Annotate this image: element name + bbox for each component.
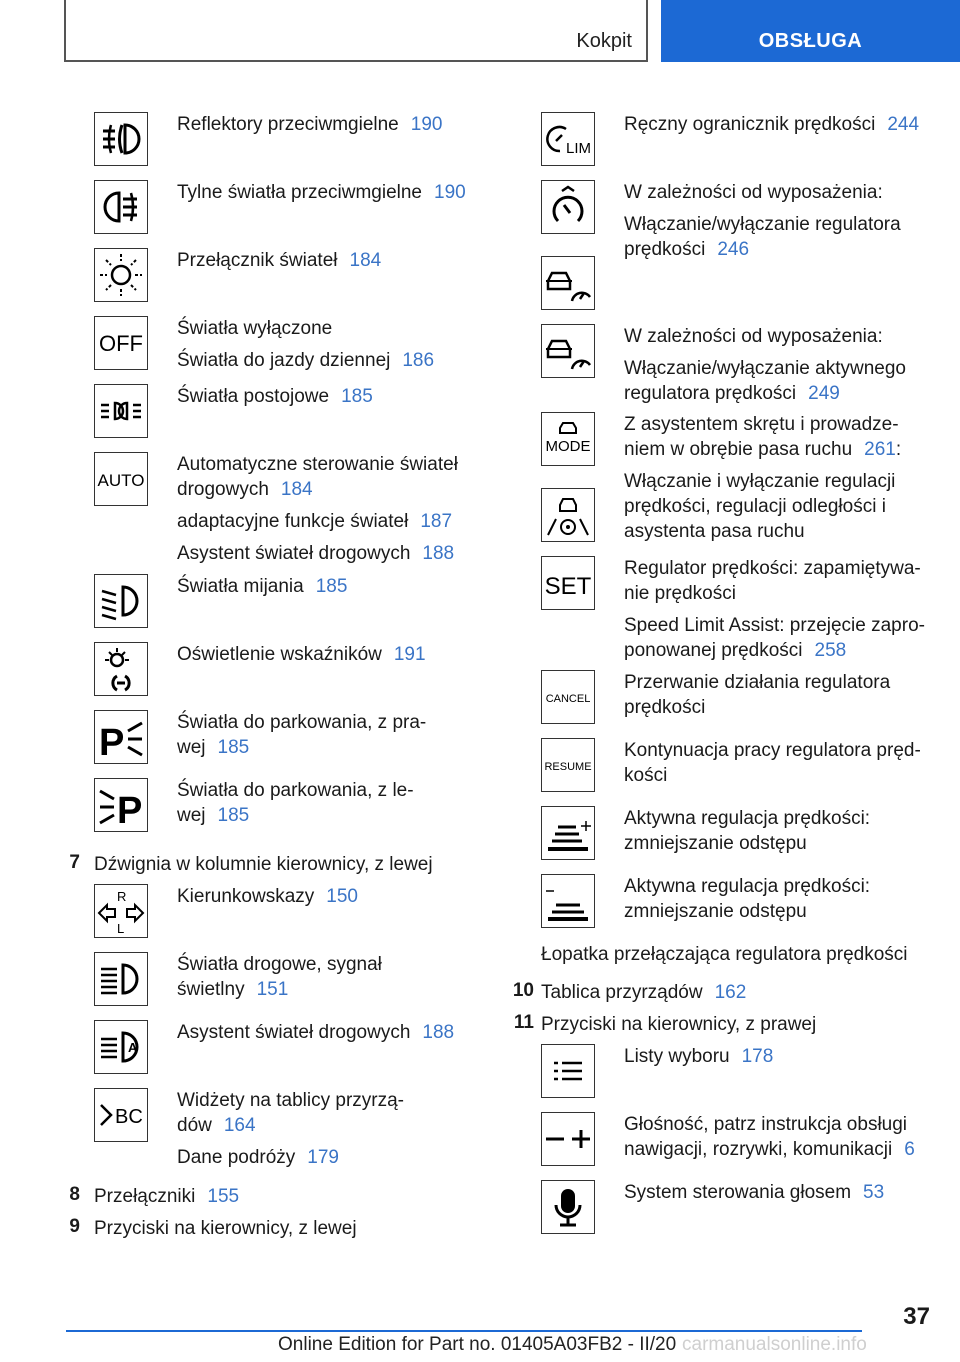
lane-assist-icon: [541, 488, 595, 542]
right-row-1-line0: W zależności od wyposażenia:: [624, 182, 883, 203]
right-row-1-ref[interactable]: 246: [717, 239, 750, 260]
left7-row-3-ref1[interactable]: 179: [307, 1147, 339, 1168]
svg-text:BC: BC: [115, 1106, 143, 1128]
right11-row-2-text: System sterowania głosem: [624, 1182, 852, 1203]
svg-text:MODE: MODE: [545, 438, 591, 455]
chapter-title: OBSŁUGA: [758, 30, 863, 52]
left-row-0-text: Reflektory przeciwmgielne: [177, 114, 399, 135]
right-row-3-ref[interactable]: 249: [808, 383, 840, 404]
right-row-3-line1: Włączanie/wyłączanie aktywnego regulatora prędkości: [624, 358, 906, 404]
footer-divider: [66, 1330, 862, 1332]
right-row-0-ref[interactable]: 244: [887, 114, 920, 135]
svg-text:CANCEL: CANCEL: [545, 693, 591, 705]
footer-watermark: carmanualsonline.info: [682, 1334, 867, 1355]
item-11-label: Przyciski na kierownicy, z prawej: [541, 1014, 817, 1035]
distance-minus-icon: [541, 874, 595, 928]
svg-text:P: P: [117, 790, 143, 831]
lim-icon: [541, 112, 595, 166]
right-row-9-text: Aktywna regulacja prędkości: zmniejszanie odstępu: [624, 808, 871, 854]
off-icon: [94, 316, 148, 370]
svg-text:L: L: [117, 921, 125, 936]
auto-icon: [94, 452, 148, 506]
right-row-4-line0: Z asystentem skrętu i prowadze-niem w obrębie pasa ruchu: [624, 414, 899, 460]
microphone-icon: [541, 1180, 595, 1234]
left-row-2-ref[interactable]: 184: [349, 250, 382, 271]
parking-left-icon: [94, 778, 148, 832]
item-8-label: Przełączniki 155: [94, 1186, 240, 1207]
left7-row-3-line1: Dane podróży: [177, 1147, 296, 1168]
left-row-8-ref[interactable]: 185: [217, 737, 250, 758]
left-row-5-ref1[interactable]: 187: [420, 511, 453, 532]
left-row-5-ref0[interactable]: 184: [280, 479, 313, 500]
distance-plus-icon: [541, 806, 595, 860]
left7-row-3-ref0[interactable]: 164: [223, 1115, 256, 1136]
svg-text:SET: SET: [544, 573, 592, 600]
footer-edition: Online Edition for Part no. 01405A03FB2 - II/20: [278, 1334, 677, 1355]
right-row-4-ref[interactable]: 261: [864, 439, 896, 460]
left-row-5-ref2[interactable]: 188: [422, 543, 455, 564]
high-beam-icon: [94, 952, 148, 1006]
item-9-label: Przyciski na kierownicy, z lewej: [94, 1218, 357, 1239]
left-row-7-text: Oświetlenie wskaźników: [177, 644, 382, 665]
left-row-5-line0: Automatyczne sterowanie świateł drogowych: [177, 454, 458, 500]
resume-icon: [541, 738, 595, 792]
left-row-6-ref[interactable]: 185: [315, 576, 348, 597]
rocker-switch-label: Łopatka przełączająca regulatora prędkości: [541, 944, 908, 965]
right-row-4-colon: :: [895, 439, 902, 460]
set-icon: [541, 556, 595, 610]
high-beam-assist-icon: [94, 1020, 148, 1074]
left-row-3-ref[interactable]: 186: [402, 350, 435, 371]
item-9-number: 9: [69, 1216, 80, 1237]
cruise-control-icon: [541, 180, 595, 234]
right-row-7-text: Przerwanie działania regulatora prędkości: [624, 672, 891, 718]
item-10-label: Tablica przyrządów 162: [541, 982, 747, 1003]
svg-text:R: R: [117, 889, 127, 904]
mode-icon: [541, 412, 595, 466]
item-8-ref[interactable]: 155: [207, 1186, 240, 1207]
left-row-5-line2: Asystent świateł drogowych: [177, 543, 411, 564]
right-row-3-line0: W zależności od wyposażenia:: [624, 326, 883, 347]
list-icon: [541, 1044, 595, 1098]
left-row-7-ref[interactable]: 191: [393, 644, 426, 665]
left-row-9-text: Światła do parkowania, z le-wej: [177, 780, 414, 826]
section-title: Kokpit: [576, 30, 632, 52]
right-row-6-line1: Speed Limit Assist: przejęcie zapro-ponowanej prędkości: [624, 615, 925, 661]
left-row-4-text: Światła postojowe: [177, 386, 330, 407]
left-row-1-ref[interactable]: 190: [434, 182, 466, 203]
bc-icon: [94, 1088, 148, 1142]
light-switch-icon: [94, 248, 148, 302]
right11-row-0-ref[interactable]: 178: [741, 1046, 774, 1067]
left-row-5-line1: adaptacyjne funkcje świateł: [177, 511, 409, 532]
right-row-0-text: Ręczny ogranicznik prędkości: [624, 114, 876, 135]
parking-lights-icon: [94, 384, 148, 438]
header-section-box: [64, 0, 648, 62]
left7-row-3-line0: Widżety na tablicy przyrzą-dów: [177, 1090, 405, 1136]
right-row-6-line0: Regulator prędkości: zapamiętywa-nie prędkości: [624, 558, 921, 604]
left-row-6-text: Światła mijania: [177, 576, 304, 597]
svg-text:AUTO: AUTO: [97, 471, 145, 490]
page-number: 37: [903, 1303, 930, 1330]
right-row-10-text: Aktywna regulacja prędkości: zmniejszanie odstępu: [624, 876, 871, 922]
right-row-6-ref[interactable]: 258: [814, 640, 847, 661]
right-row-1-line1: Włączanie/wyłączanie regulatora prędkości: [624, 214, 901, 260]
left-row-0-ref[interactable]: 190: [410, 114, 443, 135]
left-row-4-ref[interactable]: 185: [341, 386, 373, 407]
right11-row-1-text: Głośność, patrz instrukcja obsługi nawigacji, rozrywki, komunikacji: [624, 1114, 908, 1160]
front-fog-lights-icon: [94, 112, 148, 166]
left7-row-0-ref[interactable]: 150: [326, 886, 358, 907]
svg-text:LIM: LIM: [566, 140, 592, 157]
left7-row-1-ref[interactable]: 151: [256, 979, 289, 1000]
item-11-number: 11: [513, 1012, 534, 1033]
right-row-4-line1: Włączanie i wyłączanie regulacji prędkości, regulacji odległości i asystenta pasa ruchu: [624, 471, 896, 542]
cancel-icon: [541, 670, 595, 724]
left7-row-2-ref[interactable]: 188: [422, 1022, 455, 1043]
item-10-number: 10: [512, 980, 534, 1001]
low-beam-icon: [94, 574, 148, 628]
left7-row-1-text: Światła drogowe, sygnał świetlny: [177, 954, 382, 1000]
instrument-lighting-icon: [94, 642, 148, 696]
right11-row-2-ref[interactable]: 53: [863, 1182, 885, 1203]
left7-row-2-text: Asystent świateł drogowych: [177, 1022, 411, 1043]
left7-row-0-text: Kierunkowskazy: [177, 886, 315, 907]
item-8-number: 8: [69, 1184, 80, 1205]
rear-fog-lights-icon: [94, 180, 148, 234]
left-row-2-text: Przełącznik świateł: [177, 250, 338, 271]
svg-text:P: P: [99, 722, 125, 763]
left-row-3-line1: Światła do jazdy dziennej: [177, 350, 391, 371]
turn-signal-icon: [94, 884, 148, 938]
item-7-number: 7: [69, 852, 80, 873]
acc-icon: [541, 256, 595, 310]
item-10-ref[interactable]: 162: [714, 982, 747, 1003]
acc-icon-2: [541, 324, 595, 378]
parking-right-icon: [94, 710, 148, 764]
item-7-label: Dźwignia w kolumnie kierownicy, z lewej: [94, 854, 433, 875]
header-chapter-tab[interactable]: [661, 0, 960, 62]
svg-text:A: A: [128, 1040, 138, 1055]
right11-row-1-ref[interactable]: 6: [904, 1139, 915, 1160]
left-row-1-text: Tylne światła przeciwmgielne: [177, 182, 422, 203]
right11-row-0-text: Listy wyboru: [624, 1046, 730, 1067]
left-row-3-line0: Światła wyłączone: [177, 318, 333, 339]
left-row-9-ref[interactable]: 185: [217, 805, 250, 826]
right-row-8-text: Kontynuacja pracy regulatora pręd-kości: [624, 740, 921, 786]
svg-text:RESUME: RESUME: [544, 761, 592, 773]
volume-icon: [541, 1112, 595, 1166]
left-row-8-text: Światła do parkowania, z pra-wej: [177, 712, 427, 758]
svg-text:OFF: OFF: [99, 331, 143, 356]
